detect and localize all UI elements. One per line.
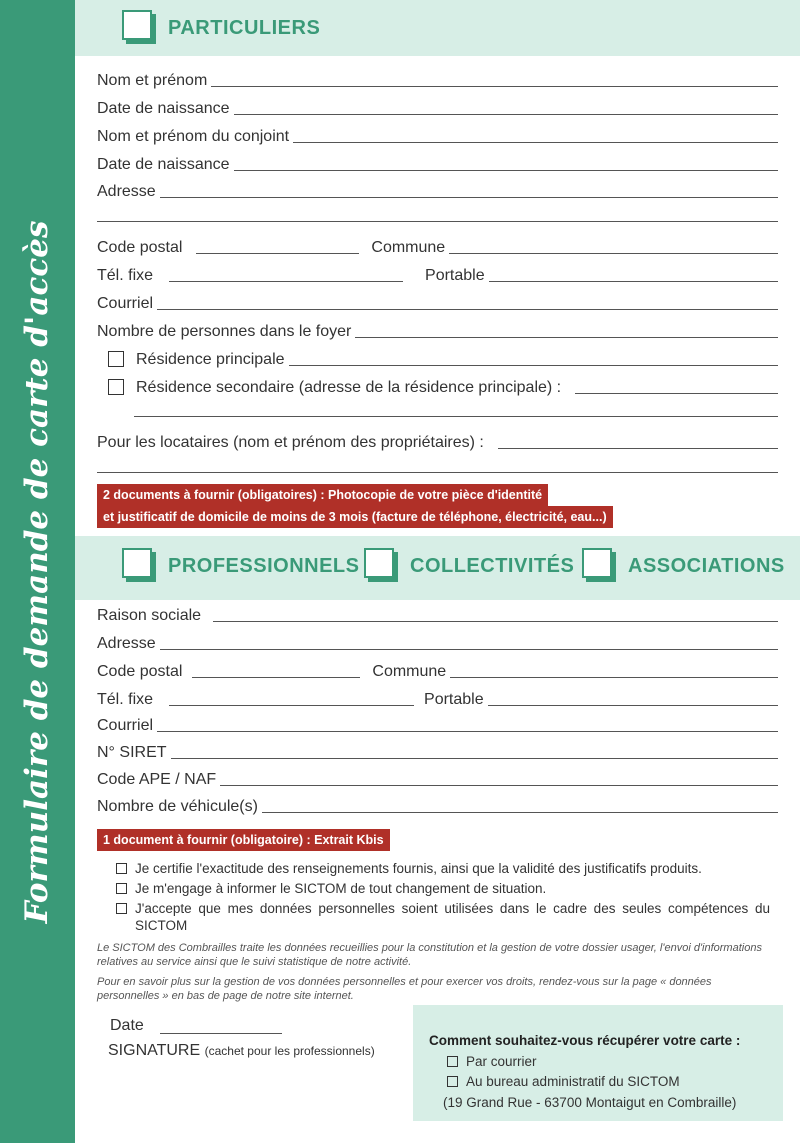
field-ape-naf[interactable]	[97, 765, 778, 789]
sidebar	[0, 0, 75, 1143]
input-line[interactable]	[234, 169, 778, 171]
retrieval-title: Comment souhaitez-vous récupérer votre carte :	[429, 1033, 741, 1048]
retrieval-option-courrier[interactable]	[447, 1054, 537, 1069]
field-pro-code-postal-commune[interactable]	[97, 657, 778, 681]
field-label: Code postal	[97, 663, 183, 680]
bureau-checkbox[interactable]	[447, 1076, 458, 1087]
input-line[interactable]	[157, 730, 778, 732]
input-line[interactable]	[169, 704, 414, 706]
field-residence-secondaire[interactable]	[108, 373, 778, 397]
certification-1[interactable]	[116, 860, 770, 877]
input-line[interactable]	[498, 447, 778, 449]
signature-note: (cachet pour les professionnels)	[204, 1044, 375, 1058]
field-label: Tél. fixe	[97, 267, 154, 284]
locataires-line-2[interactable]	[97, 472, 778, 473]
field-label: Tél. fixe	[97, 691, 154, 708]
collectivites-checkbox[interactable]	[364, 548, 394, 578]
field-label: Pour les locataires (nom et prénom des propriétaires) :	[97, 434, 484, 451]
field-label: Raison sociale	[97, 607, 202, 624]
input-line[interactable]	[211, 85, 778, 87]
input-line[interactable]	[575, 392, 778, 394]
residence-secondaire-line-2[interactable]	[134, 416, 778, 417]
field-label: Date de naissance	[97, 156, 230, 173]
field-label: Commune	[372, 663, 447, 680]
field-pro-courriel[interactable]	[97, 711, 778, 735]
input-line[interactable]	[192, 676, 360, 678]
input-line[interactable]	[160, 648, 778, 650]
input-line[interactable]	[489, 280, 778, 282]
signature-label	[108, 1042, 375, 1060]
field-label: Courriel	[97, 717, 154, 734]
date-line[interactable]	[160, 1033, 282, 1034]
input-line[interactable]	[220, 784, 778, 786]
associations-checkbox[interactable]	[582, 548, 612, 578]
certification-checkbox[interactable]	[116, 883, 127, 894]
input-line[interactable]	[355, 336, 778, 338]
documents-notice-line-2: et justificatif de domicile de moins de 3 mois (facture de téléphone, électricité, eau...)	[97, 506, 613, 528]
field-tel-portable[interactable]	[97, 261, 778, 285]
adresse-line-2[interactable]	[97, 221, 778, 222]
input-line[interactable]	[450, 676, 778, 678]
retrieval-box	[413, 1005, 783, 1121]
field-label: Adresse	[97, 635, 156, 652]
field-nom[interactable]	[97, 66, 778, 90]
field-label: Nombre de véhicule(s)	[97, 798, 258, 815]
certification-text: J'accepte que mes données personnelles soient utilisées dans le cadre des seules compétences du SICTOM	[135, 901, 770, 933]
field-courriel[interactable]	[97, 289, 778, 313]
option-label: Au bureau administratif du SICTOM	[466, 1074, 680, 1089]
field-label: Nom et prénom	[97, 72, 208, 89]
input-line[interactable]	[196, 252, 359, 254]
signature-text: SIGNATURE	[108, 1042, 201, 1059]
input-line[interactable]	[488, 704, 778, 706]
form-title: Formulaire de demande de carte d'accès	[19, 220, 55, 924]
field-vehicules[interactable]	[97, 792, 778, 816]
documents-notice-line-1: 2 documents à fournir (obligatoires) : Photocopie de votre pièce d'identité	[97, 484, 548, 506]
retrieval-option-bureau[interactable]	[447, 1074, 680, 1089]
field-label: Commune	[371, 239, 446, 256]
field-siret[interactable]	[97, 738, 778, 762]
date-label: Date	[110, 1017, 144, 1034]
field-label: Date de naissance	[97, 100, 230, 117]
field-locataires[interactable]	[97, 428, 778, 452]
input-line[interactable]	[157, 308, 778, 310]
input-line[interactable]	[169, 280, 403, 282]
field-label: Nom et prénom du conjoint	[97, 128, 290, 145]
field-label: Courriel	[97, 295, 154, 312]
input-line[interactable]	[449, 252, 778, 254]
field-label: Code APE / NAF	[97, 771, 217, 788]
particuliers-checkbox[interactable]	[122, 10, 152, 40]
input-line[interactable]	[289, 364, 778, 366]
courrier-checkbox[interactable]	[447, 1056, 458, 1067]
professionnels-checkbox[interactable]	[122, 548, 152, 578]
input-line[interactable]	[293, 141, 778, 143]
input-line[interactable]	[234, 113, 778, 115]
collectivites-title: COLLECTIVITÉS	[410, 555, 575, 577]
field-adresse[interactable]	[97, 177, 778, 201]
privacy-notice-1: Le SICTOM des Combrailles traite les données recueillies pour la constitution et la gestion de votre dossier usager, l'envoi d'informations relatives au service ainsi que le suivi statistique de notre activité.	[97, 942, 762, 968]
certification-text: Je certifie l'exactitude des renseignements fournis, ainsi que la validité des justificatifs produits.	[135, 861, 702, 876]
particuliers-title: PARTICULIERS	[168, 17, 321, 39]
residence-principale-checkbox[interactable]	[108, 351, 124, 367]
field-label: Adresse	[97, 183, 156, 200]
input-line[interactable]	[160, 196, 778, 198]
field-label: Portable	[424, 691, 484, 708]
field-pro-adresse[interactable]	[97, 629, 778, 653]
field-pro-tel-portable[interactable]	[97, 685, 778, 709]
field-naissance-conjoint[interactable]	[97, 150, 778, 174]
input-line[interactable]	[262, 811, 778, 813]
field-label: Résidence secondaire (adresse de la résidence principale) :	[136, 379, 562, 396]
certification-2[interactable]	[116, 880, 770, 897]
residence-secondaire-checkbox[interactable]	[108, 379, 124, 395]
field-label: Nombre de personnes dans le foyer	[97, 323, 352, 340]
field-raison-sociale[interactable]	[97, 601, 778, 625]
certification-checkbox[interactable]	[116, 863, 127, 874]
input-line[interactable]	[171, 757, 778, 759]
field-residence-principale[interactable]	[108, 345, 778, 369]
field-naissance[interactable]	[97, 94, 778, 118]
field-code-postal-commune[interactable]	[97, 233, 778, 257]
certification-3[interactable]	[116, 900, 770, 934]
field-label: Portable	[425, 267, 485, 284]
certification-text: Je m'engage à informer le SICTOM de tout changement de situation.	[135, 881, 547, 896]
field-label: Code postal	[97, 239, 183, 256]
input-line[interactable]	[213, 620, 778, 622]
certification-checkbox[interactable]	[116, 903, 127, 914]
retrieval-address: (19 Grand Rue - 63700 Montaigut en Combraille)	[443, 1095, 737, 1110]
professionnels-title: PROFESSIONNELS	[168, 555, 360, 577]
field-label: N° SIRET	[97, 744, 167, 761]
option-label: Par courrier	[466, 1054, 537, 1069]
associations-title: ASSOCIATIONS	[628, 555, 785, 577]
privacy-notice-2: Pour en savoir plus sur la gestion de vos données personnelles et pour exercer vos droits, rendez-vous sur la page « données personnelles » en bas de page de notre site internet.	[97, 976, 712, 1002]
kbis-notice: 1 document à fournir (obligatoire) : Extrait Kbis	[97, 829, 390, 851]
field-personnes[interactable]	[97, 317, 778, 341]
field-label: Résidence principale	[136, 351, 285, 368]
field-conjoint[interactable]	[97, 122, 778, 146]
